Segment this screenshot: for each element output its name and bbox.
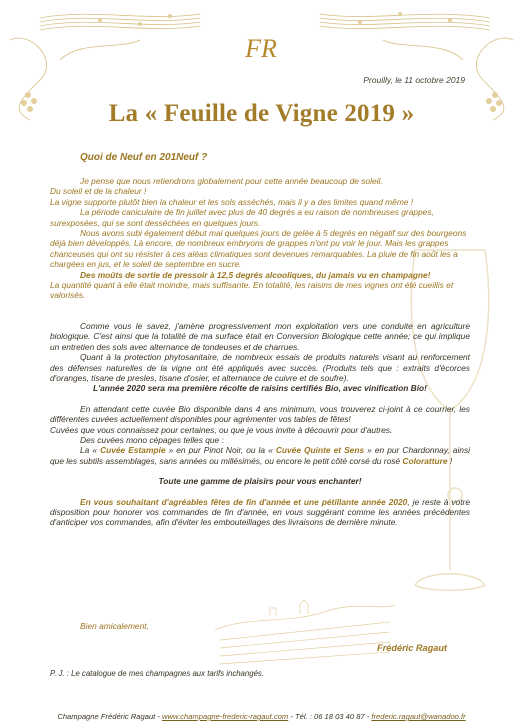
paragraph: Comme vous le savez, j'amène progressivement mon exploitation vers une conduite en agriculture biologique. C'est ainsi que la totalité de ma surface était en Conversion Biologique cette année; ce qui implique un entretien des sols avec alternance de tondeuses et de charrues. [50,320,470,352]
paragraph: La période caniculaire de fin juillet avec plus de 40 degrés a eu raison de nombreuses grappes, surexposées, qui se sont desséchées en quelques jours. [50,207,434,228]
monogram-logo: FR [245,34,277,63]
cuvee-name: Cuvée Estampie [100,445,166,456]
footer-company: Champagne Frédéric Ragaut [57,712,156,721]
paragraph: Cuvées que vous connaissez pour certaines, ou que je vous invite à découvrir pour d'autres. [50,424,393,435]
paragraph-bold: Des moûts de sortie de pressoir à 12,5 degrés alcooliques, du jamais vu en champagne! [80,269,431,280]
postscript: P. J. : Le catalogue de mes champagnes aux tarifs inchangés. [50,669,264,678]
paragraph: La vigne supporte plutôt bien la chaleur et les sols asséchés, mais il y a des limites quand même ! [50,196,414,207]
page-title: La « Feuille de Vigne 2019 » [108,100,415,127]
email-link[interactable]: frederic.ragaut@wanadoo.fr [371,712,466,721]
cuvee-name: Coloratture [402,455,448,466]
signoff: Bien amicalement, [80,621,149,631]
paragraph: Quant à la protection phytosanitaire, de nombreux essais de produits naturels visant au renforcement des défenses naturelles de la vigne ont été appliqués avec succès. (Produits tels que : extraits d'écorces d'oranges, tisane de presles, tisane d'osier, et alternance de cuivre et de soufre). [50,352,470,383]
website-link[interactable]: www.champagne-frederic-ragaut.com [162,712,289,721]
signature-name: Frédéric Ragaut [377,643,447,653]
paragraph-bold: Toute une gamme de plaisirs pour vous enchanter! [158,476,362,487]
paragraph: En attendant cette cuvée Bio disponible dans 4 ans minimum, vous trouverez ci-joint à ce courrier, les différentes cuvées actuellement disponibles pour agrémenter vos tables de fêtes! [50,403,470,425]
paragraph: Des cuvées mono cépages telles que : [80,434,224,445]
paragraph: La quantité quant à elle était moindre, mais suffisante. En totalité, les raisins de mes vignes ont été cueillis et valorisés. [50,280,454,301]
letter-date: Prouilly, le 11 octobre 2019 [363,75,465,85]
paragraph: Du soleil et de la chaleur ! [50,186,147,197]
footer-phone: - Tél. : 06 18 03 40 87 - [288,712,372,721]
cuvee-name: Cuvée Quinte et Sens [275,445,365,456]
vineyard-landscape-sketch [210,600,400,670]
footer: Champagne Frédéric Ragaut - www.champagne-frederic-ragaut.com - Tél. : 06 18 03 40 87 - frederic.ragaut@wanadoo.fr [57,712,466,721]
paragraph: Je pense que nous retiendrons globalement pour cette année beaucoup de soleil. [80,176,383,186]
paragraph-closing: En vous souhaitant d'agréables fêtes de fin d'année et une pétillante année 2020, je reste à votre disposition pour honorer vos commandes de fin d'année, en vous suggérant comme les années précédentes d'anticiper vos commandes, afin d'éviter les embouteillages des livraisons de dernière minute. [50,496,470,528]
paragraph: Nous avons subi également début mai quelques jours de gelée à 5 degrés en négatif sur des bourgeons déjà bien développés. Là encore, de nombreux embryons de grappes n'ont pu voir le jour. Mais les grappes chanceuses qui ont su résister à ces aléas climatiques sont devenues remarquables. La pluie de fin août les a chargées en jus, et le soleil de septembre en sucre. [50,228,467,270]
paragraph-bold: L'année 2020 sera ma première récolte de raisins certifiés Bio, avec vinification Bio! [93,383,427,394]
section-heading: Quoi de Neuf en 201Neuf ? [80,152,208,163]
letter-body [50,152,470,528]
paragraph-cuvees: La « Cuvée Estampie » en pur Pinot Noir, ou la « Cuvée Quinte et Sens » en pur Chardonnay, ainsi que les subtils assemblages, sans années ou millésimés, ou encore le petit côté corsé du rosé Coloratture ! [50,445,471,466]
